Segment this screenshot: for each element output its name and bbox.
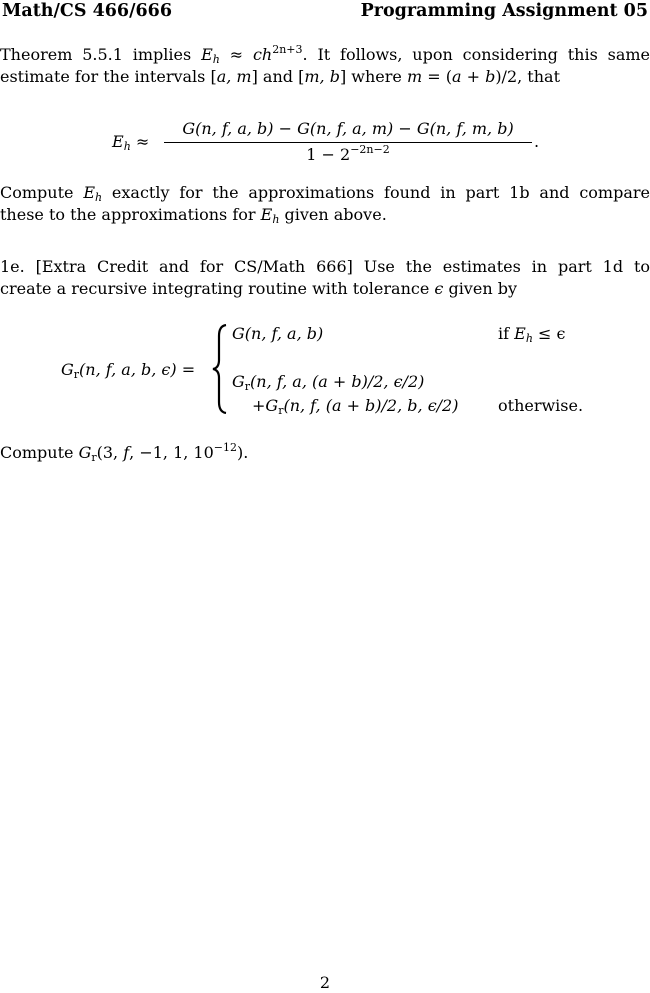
recursive-routine-equation — [0, 318, 650, 418]
paragraph-line: Theorem 5.5.1 implies $E_h \approx ch^{2n+3}$. It follows, upon considering this same — [0, 43, 650, 66]
case-one-condition: if $E_h \le \epsilon$ — [498, 324, 566, 345]
assignment-title: Programming Assignment 05 — [360, 1, 648, 21]
paragraph-compute-gr — [0, 442, 650, 464]
paragraph-line: Compute $E_h$ exactly for the approximations found in part 1b and compare — [0, 183, 650, 204]
error-estimate-equation — [0, 118, 650, 168]
case-two-expression-line1: $G_r(n$, f, a, (a + b)/2, ϵ/2) — [232, 372, 425, 393]
page-header — [0, 0, 650, 24]
case-one-expression: G(n, f, a, b) — [232, 324, 324, 343]
paragraph-line: create a recursive integrating routine with tolerance ϵ given by — [0, 279, 517, 298]
fraction-bar — [164, 142, 532, 143]
fraction-numerator: G(n, f, a, b) − G(n, f, a, m) − G(n, f, m, b) — [182, 119, 514, 138]
case-two-expression-line2: $+G_r(n$, f, (a + b)/2, b, ϵ/2) — [252, 396, 459, 417]
equation-lhs: $G_r(n$, f, a, b, ϵ) = — [61, 360, 196, 381]
equation-period: . — [534, 132, 540, 151]
paragraph-line: these to the approximations for $E_h$ given above. — [0, 205, 387, 226]
paragraph-extra-credit — [0, 256, 650, 300]
fraction-denominator: $1 - 2^{-2n-2}$ — [306, 143, 390, 164]
paragraph-line: estimate for the intervals [a, m] and [m, b] where m = (a + b)/2, that — [0, 67, 560, 86]
left-brace — [211, 324, 229, 414]
page-number: 2 — [319, 973, 331, 992]
fraction — [164, 118, 532, 165]
equation-lhs: $E_h$ ≈ — [112, 132, 150, 153]
paragraph-theorem — [0, 44, 650, 88]
paragraph-line: 1e. [Extra Credit and for CS/Math 666] Use the estimates in part 1d to — [0, 257, 650, 276]
paragraph-compute-eh — [0, 182, 650, 226]
course-title: Math/CS 466/666 — [2, 1, 173, 21]
paragraph-line: Compute $G_r(3$, f, −1, 1, $10^{-12}$). — [0, 441, 249, 464]
case-two-condition: otherwise. — [498, 396, 584, 415]
